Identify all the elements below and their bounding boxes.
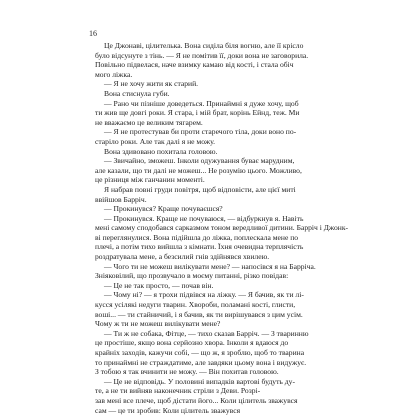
text-line: — Рано чи пізніше доведеться. Принаймні я дуже хочу, щоб bbox=[104, 98, 299, 108]
text-line: кусся усілякі недуги тварин. Хвороби, поламані кості, глисти, bbox=[95, 300, 296, 310]
text-line: — Прокинувся? Краще почуваєшся? bbox=[104, 204, 223, 214]
text-line: зав мені все плече, щоб дістати його... Коли цілитель зважувся bbox=[95, 395, 298, 405]
text-line: не вважаємо це великим тягарем. bbox=[95, 117, 203, 127]
text-line: — Це не відповідь. У половині випадків вартові будуть ду- bbox=[104, 376, 295, 386]
text-line: мені самому сподобався сарказмом тоном вередливої дитини. Барріч і Джонк- bbox=[95, 223, 349, 233]
body-text bbox=[95, 41, 349, 415]
text-line: — Це не так просто, — почав він. bbox=[104, 280, 214, 290]
text-line: ти жив ще довгі роки. Я стара, і мій брат, корінь Ейнд, теж. Ми bbox=[95, 108, 300, 118]
text-line: то принаймні не страждатиме, але завдяки цьому вона і видужує. bbox=[95, 357, 307, 367]
text-line: — Прокинувся. Краще не почуваюся, — відбуркнув я. Навіть bbox=[104, 213, 304, 223]
text-line: ві переглянулися. Вона підійшла до ліжка, поплескала мене по bbox=[95, 232, 299, 242]
text-line: це простіше, якщо вона серйозно хвора. Інколи я вдаюся до bbox=[95, 338, 289, 348]
text-line: Я набрав повні груди повітря, щоб відповісти, але цієї миті bbox=[104, 184, 296, 194]
text-line: те, а не ти вийняв наконечник стріли з Деви. Розрі- bbox=[95, 386, 261, 396]
text-line: крайніх заходів, кажучи собі, — що ж, я зроблю, щоб то тварина bbox=[95, 348, 305, 357]
text-line: Вона стиснула губи. bbox=[104, 88, 170, 98]
text-line: — Ти ж не собака, Фітце, — тихо сказав Барріч. — З тваринню bbox=[104, 328, 309, 338]
text-line: але казали, що ти далі не можеш... Не розумію цього. Можливо, bbox=[95, 165, 302, 175]
text-line: плечі, а потім тихо вийшла з кімнати. Їхня очевидна терплячість bbox=[95, 242, 304, 252]
text-line: було відсунуте з тінь. — Я не помітив її, доки вона не заговорила. bbox=[95, 50, 309, 60]
text-line: Зніяковілий, що прозвучало в моєму питанні, різко повідав: bbox=[95, 271, 289, 281]
text-line: старіло роки. Але так далі я не можу. bbox=[95, 136, 216, 146]
text-line: З тобою я так вчинити не можу. — Він похитав головою. bbox=[95, 367, 279, 377]
text-line: ввійшов Барріч. bbox=[95, 194, 147, 204]
text-line: — Я не протестував би проти старечого тіла, доки воно по- bbox=[104, 127, 297, 137]
text-line: — Чому ні? — я трохи підвівся на ліжку. — Я бачив, як ти лі- bbox=[104, 290, 304, 300]
text-line: Повільно підвелася, наче взимку камаю від кості, і стала обіч bbox=[95, 60, 294, 70]
text-line: воші... — ти стайничий, і я бачив, як ти вирішувався з цим усім. bbox=[95, 309, 303, 319]
text-line: мого ліжка. bbox=[95, 69, 133, 79]
text-line: Вона здивовано похитала головою. bbox=[104, 146, 218, 156]
text-line: Це Джонаві, цілителька. Вона сиділа біля вогню, але її крісло bbox=[104, 41, 304, 50]
text-line: — Я не хочу жити як старий. bbox=[104, 79, 199, 89]
text-line: — Чого ти не можеш вилікувати мене? — напосівся я на Барріча. bbox=[104, 261, 316, 271]
text-line: це різниця між ганчанин моменті. bbox=[95, 175, 205, 185]
text-line: Чому ж ти не можеш вилікувати мене? bbox=[95, 319, 221, 329]
text-line: — Звичайно, зможеш. Інколи одужування буває марудним, bbox=[104, 156, 295, 166]
text-line: роздратувала мене, а безсилий гнів здійнявся хвилею. bbox=[95, 252, 270, 262]
text-line: сам — це ти зробив: Коли цілитель зважувся bbox=[95, 405, 241, 415]
page-number: 16 bbox=[89, 29, 97, 38]
